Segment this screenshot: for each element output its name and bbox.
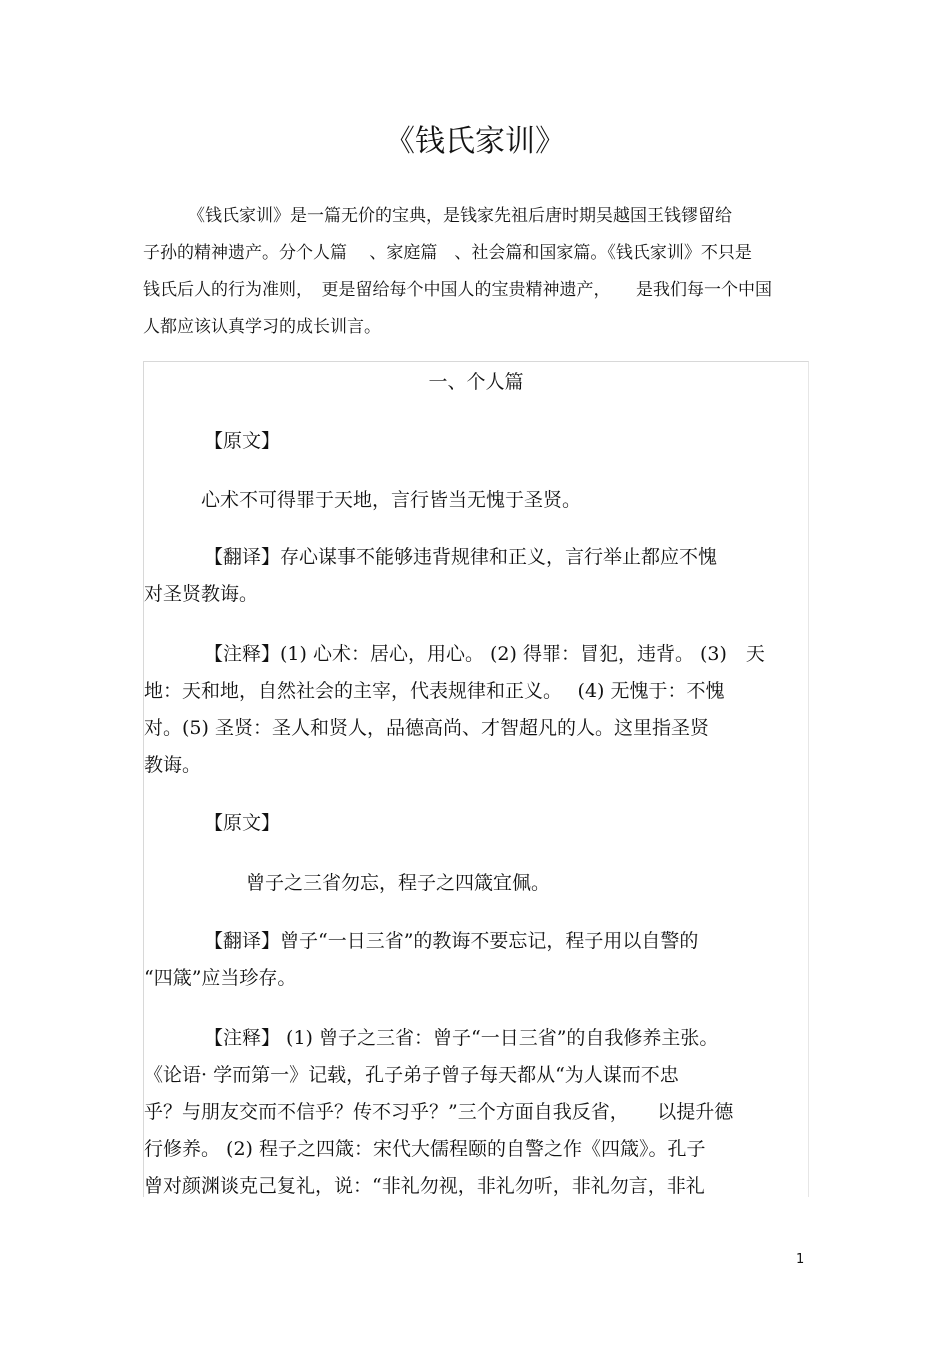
text-line: 地：天和地，自然社会的主宰，代表规律和正义。 (4) 无愧于：不愧 — [144, 680, 725, 702]
text-line: 【翻译】存心谋事不能够违背规律和正义，言行举止都应不愧 — [204, 546, 718, 568]
text-line: “四箴”应当珍存。 — [144, 967, 297, 989]
text-line: 对圣贤教诲。 — [144, 583, 259, 605]
text-line: 【翻译】曾子“一日三省”的教诲不要忘记，程子用以自警的 — [204, 930, 699, 952]
text-line: 行修养。 (2) 程子之四箴：宋代大儒程颐的自警之作《四箴》。孔子 — [144, 1138, 706, 1160]
text-line: 【原文】 — [204, 812, 281, 834]
text-line: 曾对颜渊谈克己复礼，说：“非礼勿视，非礼勿听，非礼勿言，非礼 — [144, 1175, 705, 1197]
text-line: 对。(5) 圣贤：圣人和贤人，品德高尚、才智超凡的人。这里指圣贤 — [144, 717, 709, 739]
text-line: 【注释】(1) 心术：居心，用心。 (2) 得罪：冒犯，违背。 (3) 天 — [204, 643, 765, 665]
text-line: 【原文】 — [204, 430, 281, 452]
translation-paragraph — [144, 539, 808, 613]
page-number: 1 — [796, 1252, 805, 1267]
text-line: 教诲。 — [144, 754, 202, 776]
intro-line: 子孙的精神遗产。分个人篇 、家庭篇 、社会篇和国家篇。《钱氏家训》不只是 — [143, 243, 752, 263]
section-box — [143, 361, 809, 1197]
annotation-paragraph — [144, 1020, 808, 1197]
text-line: 曾子之三省勿忘，程子之四箴宜佩。 — [246, 872, 551, 894]
original-text — [144, 865, 808, 902]
document-title: 《钱氏家训》 — [385, 124, 565, 159]
annotation-paragraph — [144, 636, 808, 784]
text-line: 《论语· 学而第一》记载，孔子弟子曾子每天都从“为人谋而不忠 — [144, 1064, 679, 1086]
original-label — [144, 423, 808, 460]
intro-line: 钱氏后人的行为准则， 更是留给每个中国人的宝贵精神遗产， 是我们每一个中国 — [143, 280, 772, 300]
section-title: 一、个人篇 — [428, 371, 524, 393]
original-label — [144, 805, 808, 842]
intro-line: 人都应该认真学习的成长训言。 — [143, 317, 381, 337]
intro-paragraph — [143, 198, 808, 346]
text-line: 心术不可得罪于天地，言行皆当无愧于圣贤。 — [201, 489, 582, 511]
intro-line: 《钱氏家训》是一篇无价的宝典，是钱家先祖后唐时期吴越国王钱镠留给 — [188, 206, 732, 226]
translation-paragraph — [144, 923, 808, 997]
original-text — [144, 482, 808, 519]
text-line: 乎？与朋友交而不信乎？传不习乎？”三个方面自我反省， 以提升德 — [144, 1101, 734, 1123]
text-line: 【注释】 (1) 曾子之三省：曾子“一日三省”的自我修养主张。 — [204, 1027, 719, 1049]
